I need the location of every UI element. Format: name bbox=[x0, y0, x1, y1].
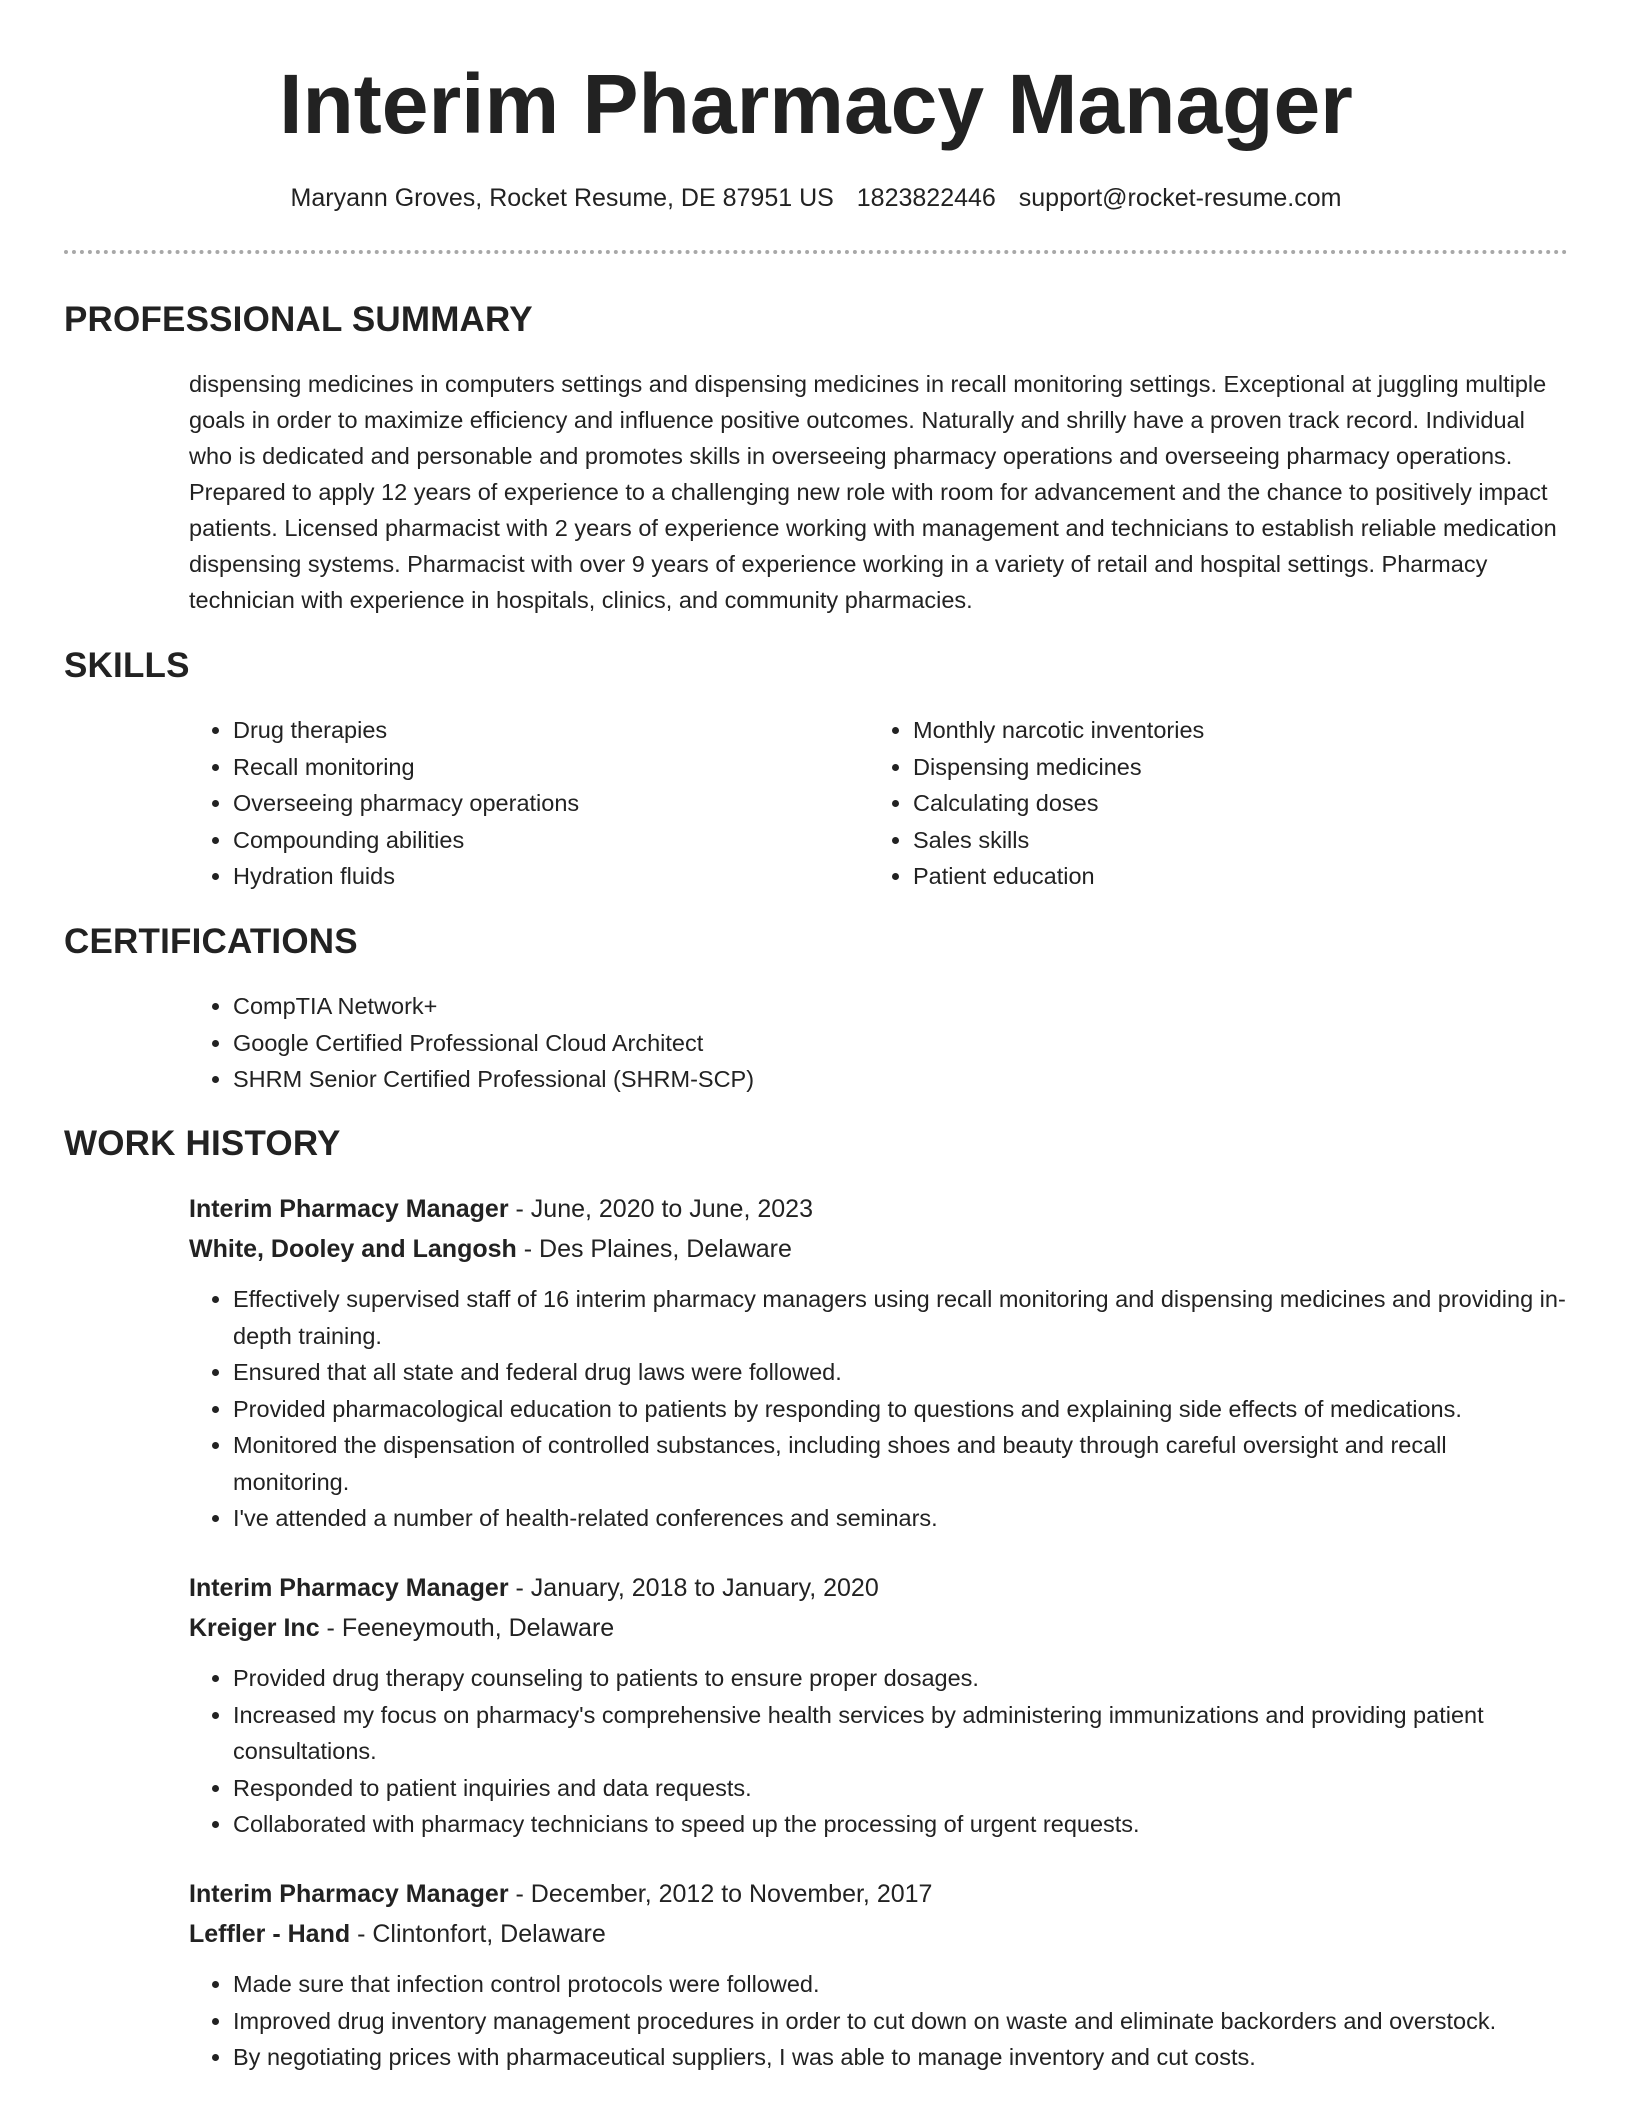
contact-phone: 1823822446 bbox=[856, 184, 996, 212]
job-entry bbox=[189, 1874, 1569, 2076]
job-title: Interim Pharmacy Manager bbox=[189, 1880, 509, 1908]
skill-item: • Hydration fluids bbox=[233, 858, 829, 895]
job-title: Interim Pharmacy Manager bbox=[189, 1574, 509, 1602]
job-duty: • Responded to patient inquiries and data requests. bbox=[233, 1770, 1569, 1807]
job-location: - Feeneymouth, Delaware bbox=[319, 1614, 615, 1642]
job-duty: • Provided pharmacological education to patients by responding to questions and explaining side effects of medications. bbox=[233, 1391, 1569, 1428]
skill-item: • Dispensing medicines bbox=[913, 749, 1509, 786]
job-company-line bbox=[189, 1914, 1569, 1954]
job-duty: • Monitored the dispensation of controlled substances, including shoes and beauty through careful oversight and recall monitoring. bbox=[233, 1427, 1569, 1500]
skills-heading: SKILLS bbox=[64, 646, 190, 685]
summary-heading: PROFESSIONAL SUMMARY bbox=[64, 300, 533, 339]
skill-item: • Sales skills bbox=[913, 822, 1509, 859]
certifications-list bbox=[189, 988, 1389, 1098]
certification-item: • Google Certified Professional Cloud Architect bbox=[233, 1025, 1389, 1062]
work-history-heading: WORK HISTORY bbox=[64, 1124, 341, 1163]
skill-item: • Patient education bbox=[913, 858, 1509, 895]
job-title: Interim Pharmacy Manager bbox=[189, 1195, 509, 1223]
job-company: White, Dooley and Langosh bbox=[189, 1235, 517, 1263]
job-duty: • By negotiating prices with pharmaceutical suppliers, I was able to manage inventory and cut costs. bbox=[233, 2039, 1569, 2076]
skills-list-left bbox=[189, 712, 829, 895]
job-dates: - January, 2018 to January, 2020 bbox=[508, 1574, 879, 1602]
job-company-line bbox=[189, 1608, 1569, 1648]
header-divider bbox=[64, 250, 1568, 254]
skills-column-left bbox=[189, 712, 829, 895]
job-duties bbox=[189, 1966, 1569, 2076]
job-entry bbox=[189, 1189, 1569, 1537]
job-duties bbox=[189, 1660, 1569, 1843]
job-title-line bbox=[189, 1568, 1569, 1608]
skill-item: • Compounding abilities bbox=[233, 822, 829, 859]
job-company: Leffler - Hand bbox=[189, 1920, 351, 1948]
job-title-line bbox=[189, 1874, 1569, 1914]
job-duty: • Increased my focus on pharmacy's comprehensive health services by administering immunizations and providing patient consultations. bbox=[233, 1697, 1569, 1770]
job-duty: • Improved drug inventory management procedures in order to cut down on waste and eliminate backorders and overstock. bbox=[233, 2003, 1569, 2040]
skills-column-right bbox=[869, 712, 1509, 895]
certifications-block bbox=[189, 988, 1389, 1098]
certification-item: • SHRM Senior Certified Professional (SHRM-SCP) bbox=[233, 1061, 1389, 1098]
job-duties bbox=[189, 1281, 1569, 1537]
job-duty: • Collaborated with pharmacy technicians to speed up the processing of urgent requests. bbox=[233, 1806, 1569, 1843]
summary-text: dispensing medicines in computers settings and dispensing medicines in recall monitoring settings. Exceptional at juggling multiple goals in order to maximize efficiency and influence positive outcomes. Naturally and shrilly have a proven track record. Individual who is dedicated and personable and promotes skills in overseeing pharmacy operations and overseeing pharmacy operations. Prepared to apply 12 years of experience to a challenging new role with room for advancement and the chance to positively impact patients. Licensed pharmacist with 2 years of experience working with management and technicians to establish reliable medication dispensing systems. Pharmacist with over 9 years of experience working in a variety of retail and hospital settings. Pharmacy technician with experience in hospitals, clinics, and community pharmacies. bbox=[189, 371, 1557, 613]
skill-item: • Monthly narcotic inventories bbox=[913, 712, 1509, 749]
skills-list-right bbox=[869, 712, 1509, 895]
job-dates: - June, 2020 to June, 2023 bbox=[508, 1195, 813, 1223]
contact-line bbox=[0, 180, 1632, 216]
job-duty: • Ensured that all state and federal drug laws were followed. bbox=[233, 1354, 1569, 1391]
job-company: Kreiger Inc bbox=[189, 1614, 320, 1642]
resume-title: Interim Pharmacy Manager bbox=[279, 57, 1353, 151]
certifications-heading: CERTIFICATIONS bbox=[64, 922, 358, 961]
job-company-line bbox=[189, 1229, 1569, 1269]
certification-item: • CompTIA Network+ bbox=[233, 988, 1389, 1025]
skill-item: • Calculating doses bbox=[913, 785, 1509, 822]
job-title-line bbox=[189, 1189, 1569, 1229]
contact-address: Maryann Groves, Rocket Resume, DE 87951 US bbox=[290, 184, 834, 212]
skill-item: • Overseeing pharmacy operations bbox=[233, 785, 829, 822]
job-location: - Des Plaines, Delaware bbox=[516, 1235, 792, 1263]
job-duty: • Provided drug therapy counseling to patients to ensure proper dosages. bbox=[233, 1660, 1569, 1697]
job-entry bbox=[189, 1568, 1569, 1843]
skill-item: • Recall monitoring bbox=[233, 749, 829, 786]
skill-item: • Drug therapies bbox=[233, 712, 829, 749]
job-duty: • Made sure that infection control protocols were followed. bbox=[233, 1966, 1569, 2003]
job-duty: • Effectively supervised staff of 16 interim pharmacy managers using recall monitoring and dispensing medicines and providing in-depth training. bbox=[233, 1281, 1569, 1354]
job-location: - Clintonfort, Delaware bbox=[350, 1920, 606, 1948]
job-dates: - December, 2012 to November, 2017 bbox=[508, 1880, 933, 1908]
job-duty: • I've attended a number of health-related conferences and seminars. bbox=[233, 1500, 1569, 1537]
contact-email: support@rocket-resume.com bbox=[1018, 184, 1342, 212]
